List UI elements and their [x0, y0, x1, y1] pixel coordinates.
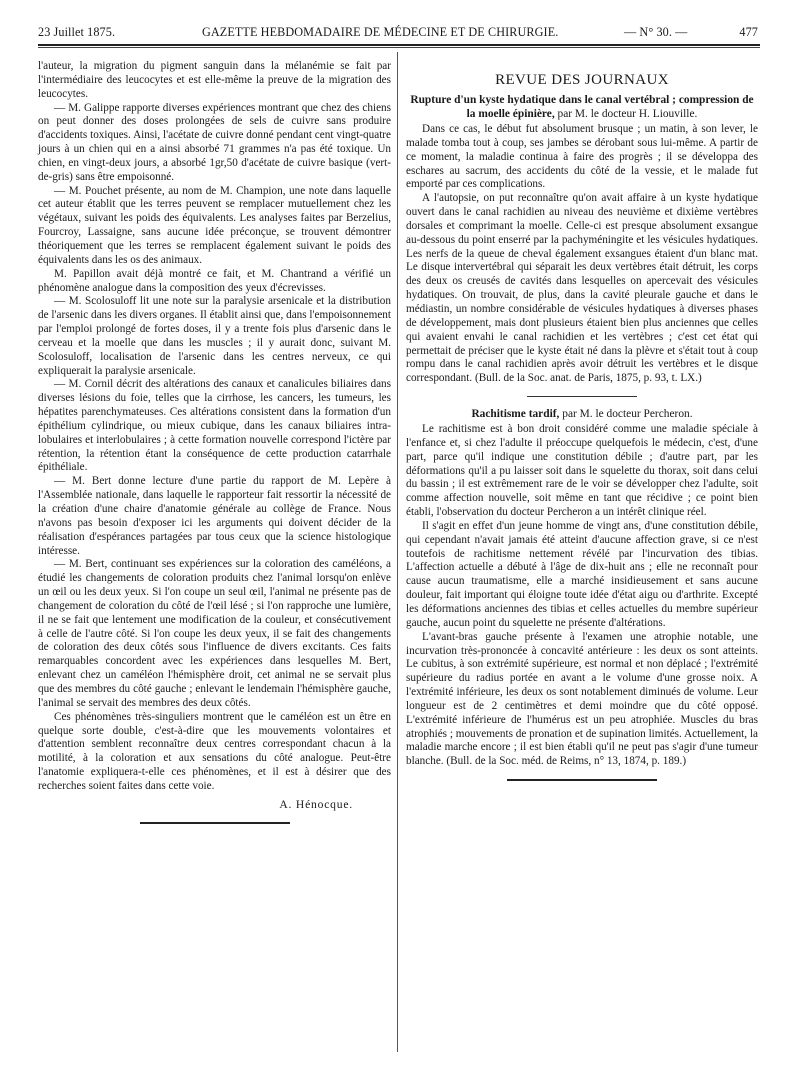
article-title-text: Rupture d'un kyste hydatique dans le canal vertébral ; compression de la moelle épinière, — [410, 94, 754, 120]
article-author: par M. le docteur Percheron. — [562, 408, 693, 421]
paragraph: — M. Bert, continuant ses expériences sur la coloration des caméléons, a étudié les changements de coloration produits chez l'animal lorsqu'on enlève un œil ou les deux yeux. Si l'on coupe un seul œil, l'animal ne présente pas de changement de coloration du côté de l'œil lésé ; si l'on rapproche une lumière, il ne se fait que lentement une modification de la couleur, et consécutivement à celle de l'autre côté. Si l'on coupe les deux yeux, il se fait des changements de coloration des deux côtés sous l'influence de divers excitants. Ces faits remarquables concordent avec les expériences dans lesquelles M. Bert, enlevant chez un caméléon l'hémisphère droit, cet animal ne se servait plus que des membres du côté gauche ; enlevant le lendemain l'hémisphère gauche, l'animal se servait des membres des deux côtés. — [38, 558, 391, 709]
left-column — [38, 60, 391, 824]
paragraph: Le rachitisme est à bon droit considéré comme une maladie spéciale à l'enfance et, si chez l'adulte il préoccupe quelquefois le médecin, c'est, d'une part, parce qu'il indique une constitution débile ; d'autre part, par les déformations qu'il a pu laisser soit dans le squelette du thorax, soit dans celui du bassin ; il est extrêmement rare de le voir se développer chez l'adulte, soit comme affection nouvelle, soit même en tant que récidive ; ce point bien établi, l'observation du docteur Percheron a un intérêt clinique réel. — [406, 423, 758, 519]
right-column — [406, 60, 758, 781]
paragraph: Ces phénomènes très-singuliers montrent que le caméléon est un être en quelque sorte double, c'est-à-dire que les mouvements volontaires et d'attention semblent reconnaître deux centres correspondant chacun à la motilité, à la coloration et aux sensations du côté analogue. Peut-être l'anatomie expliquera-t-elle ces phénomènes, et il est à désirer que des recherches soient faites dans cette voie. — [38, 710, 391, 792]
header-rule-thin — [38, 47, 760, 48]
paragraph: M. Papillon avait déjà montré ce fait, et M. Chantrand a vérifié un phénomène analogue dans la composition des yeux d'écrevisses. — [38, 267, 391, 294]
column-divider — [397, 52, 398, 1052]
article-title — [406, 93, 758, 121]
paragraph: Dans ce cas, le début fut absolument brusque ; un matin, à son lever, le malade tomba tout à coup, ses jambes se dérobant sous lui-même. A partir de ce moment, la maladie continua à faire des progrès ; il se développa des eschares au sacrum, des accidents du côté de la vessie, et le malade fut emporté par ces complications. — [406, 123, 758, 191]
journal-title: GAZETTE HEBDOMADAIRE DE MÉDECINE ET DE CHIRURGIE. — [202, 25, 559, 39]
paragraph: l'auteur, la migration du pigment sanguin dans la mélanémie se fait par l'intermédiaire des leucocytes et est elle-même la preuve de la migration des leucocytes. — [38, 60, 391, 100]
issue-date: 23 Juillet 1875. — [38, 25, 116, 39]
article-separator — [527, 396, 637, 397]
paragraph: — M. Scolosuloff lit une note sur la paralysie arsenicale et la distribution de l'arsenic dans les divers organes. Il établit ainsi que, dans l'empoisonnement par l'emploi prolongé de fortes doses, il y a trente fois plus d'arsenic dans le cerveau et la moelle que dans les muscles ; il y aurait donc, suivant M. Scolosuloff, localisation de l'arsenic dans les centres nerveux, ce qui expliquerait la paralysie arsenicale. — [38, 295, 391, 377]
page-header — [38, 25, 758, 43]
paragraph: A l'autopsie, on put reconnaître qu'on avait affaire à un kyste hydatique ouvert dans le canal rachidien au niveau des neuvième et dixième vertèbres dorsales et comprimant la moelle. Celle-ci est presque absolument exsangue au-dessous du point enserré par la pachyméningite et les vésicules hydatiques. Les nerfs de la queue de cheval également exsangues étaient d'un blanc mat. Le disque intervertébral qui séparait les deux vertèbres était détruit, les corps des deux os creusés de cavités dans lesquelles on apercevait des vésicules hydatiques. On trouvait, de plus, dans la cavité pleurale gauche et dans le médiastin, un nombre considérable de vésicules hydatiques à diverses phases de développement, mais dont plusieurs étaient bien plus anciennes que celles qui avaient envahi le canal rachidien et les vertèbres ; c'est cet état qui permettait de préciser que le kyste était né dans la plèvre et s'était tout à coup rompu dans le canal rachidien après avoir détruit les vertèbres et le disque correspondant. (Bull. de la Soc. anat. de Paris, 1875, p. 93, t. LX.) — [406, 192, 758, 385]
article-title — [406, 407, 758, 421]
paragraph: — M. Pouchet présente, au nom de M. Champion, une note dans laquelle cet auteur établit que les terres peuvent se remplacer mutuellement chez les végétaux, suivant les poids des équivalents. Les analyses faites par Berzelius, Fourcroy, Lassaigne, sans aucune idée préconçue, se trouvent démontrer théoriquement que les terres se remplacent également suivant le poids des équivalents dans les os des animaux. — [38, 184, 391, 266]
end-rule — [507, 779, 657, 781]
header-rule — [38, 44, 760, 46]
paragraph: — M. Cornil décrit des altérations des canaux et canalicules biliaires dans diverses lésions du foie, telles que la cirrhose, les cancers, les tumeurs, les hépatites parenchymateuses. Ces altérations consistent dans la formation d'un épithélium cylindrique, ou mieux cubique, dans les canaux biliaires intra-lobulaires et interlobulaires ; à cette formation nouvelle correspond l'ictère par rétention, la rétention étant la conséquence de cette production catarrhale épithéliale. — [38, 378, 391, 474]
article-title-text: Rachitisme tardif, — [471, 408, 560, 421]
issue-number: — N° 30. — — [624, 25, 688, 39]
paragraph: L'avant-bras gauche présente à l'examen une atrophie notable, une incurvation très-prononcée à concavité antérieure : les deux os sont atteints. Le cubitus, à son extrémité supérieure, est normal et non déplacé ; l'extrémité supérieure du radius portée en avant a le volume d'une grosse noix. A l'extrémité inférieure, les deux os sont notablement diminués de volume. Leur longueur est de 2 centimètres et demi moindre que du côté opposé. L'extrémité inférieure de l'humérus est un peu atrophiée. Muscles du bras atrophiés ; mouvements de pronation et de supination limités. Actuellement, la maladie marche encore ; il est bien établi qu'il ne peut pas s'agir d'une tumeur blanche. (Bull. de la Soc. méd. de Reims, n° 13, 1874, p. 189.) — [406, 630, 758, 768]
section-title: REVUE DES JOURNAUX — [495, 72, 669, 88]
page-number: 477 — [739, 25, 758, 39]
paragraph: — M. Bert donne lecture d'une partie du rapport de M. Lepère à l'Assemblée nationale, dans laquelle le rapporteur fait ressortir la nécessité de la création d'une chaire d'anatomie générale au collège de France. Nous n'avons pas besoin d'exposer ici les arguments qui doivent décider de la réalisation d'espérances partagées par tous ceux que la science histologique intéresse. — [38, 475, 391, 557]
paragraph: Il s'agit en effet d'un jeune homme de vingt ans, d'une constitution débile, qui cependant n'avait jamais été atteint d'aucune affection grave, si ce n'est toutefois de rachitisme nettement révélé par l'incurvation des tibias. L'affection actuelle a débuté à l'âge de dix-huit ans ; elle ne reconnaît pour cause aucun traumatisme, elle a marché insidieusement et sans aucune douleur, fait important qui éloigne toute idée d'état aigu ou d'arthrite. Excepté les déformations anciennes des tibias et celles actuelles du membre supérieur gauche, aucun point du squelette ne présente d'altérations. — [406, 519, 758, 629]
article-author: par M. le docteur H. Liouville. — [557, 108, 698, 120]
author-signature: A. Hénocque. — [279, 797, 353, 811]
end-rule — [140, 822, 290, 824]
paragraph: — M. Galippe rapporte diverses expériences montrant que chez des chiens on peut donner des doses prolongées de sels de cuivre sans produire d'accidents toxiques. Ainsi, l'acétate de cuivre donné pendant cent vingt-quatre jours à un chien qui en a ainsi absorbé 71 grammes n'a pas été toxique. Un chien, en vingt-deux jours, a absorbé 1gr,50 d'acétate de cuivre basique (vert-de-gris) sans être empoisonné. — [38, 101, 391, 183]
